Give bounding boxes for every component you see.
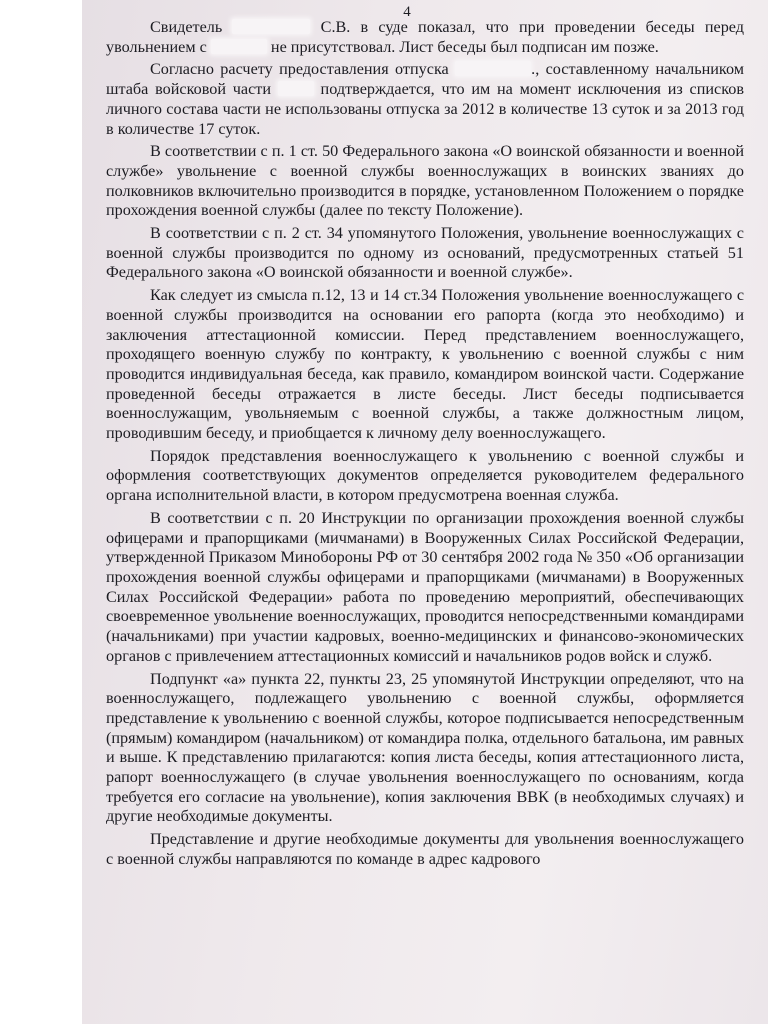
- paragraph-5: Как следует из смысла п.12, 13 и 14 ст.34 Положения увольнение военнослужащего с военной службы производится на основании его рапорта (когда это необходимо) и заключения аттестационной комиссии. Перед представлением военнослужащего, проходящего военную службу по контракту, к увольнению с военной службы с ним проводится индивидуальная беседа, как правило, командиром воинской части. Содержание проведенной беседы отражается в листе беседы. Лист беседы подписывается военнослужащим, увольняемым с военной службы, а также должностным лицом, проводившим беседу, и приобщается к личному делу военнослужащего.: [106, 286, 744, 443]
- paragraph-2: Согласно расчету предоставления отпуска ., составленному начальником штаба войсковой части подтверждается, что им на момент исключения из списков личного состава части не использованы отпуска за 2012 в количестве 13 суток и за 2013 год в количестве 17 суток.: [106, 60, 744, 138]
- document-page: [82, 0, 768, 1024]
- paragraph-4: В соответствии с п. 2 ст. 34 упомянутого Положения, увольнение военнослужащих с военной службы производится по одному из оснований, предусмотренных статьей 51 Федерального закона «О воинской обязанности и военной службе».: [106, 224, 744, 282]
- document-body: [106, 18, 744, 873]
- redaction: [232, 19, 310, 34]
- paragraph-9: Представление и другие необходимые документы для увольнения военнослужащего с военной службы направляются по команде в адрес кадрового: [106, 830, 744, 868]
- paragraph-1: Свидетель С.В. в суде показал, что при проведении беседы перед увольнением с не присутствовал. Лист беседы был подписан им позже.: [106, 18, 744, 56]
- redaction: [278, 81, 314, 96]
- redaction: [455, 61, 531, 76]
- paragraph-7: В соответствии с п. 20 Инструкции по организации прохождения военной службы офицерами и прапорщиками (мичманами) в Вооруженных Силах Российской Федерации, утвержденной Приказом Минобороны РФ от 30 сентября 2002 года № 350 «Об организации прохождения военной службы офицерами и прапорщиками (мичманами) в Вооруженных Силах Российской Федерации» работа по проведению мероприятий, обеспечивающих своевременное увольнение военнослужащих, проводится непосредственными командирами (начальниками) при участии кадровых, военно-медицинских и финансово-экономических органов с привлечением аттестационных комиссий и начальников родов войск и служб.: [106, 508, 744, 665]
- paragraph-3: В соответствии с п. 1 ст. 50 Федерального закона «О воинской обязанности и военной службе» увольнение с военной службы военнослужащих в воинских званиях до полковников включительно производится в порядке, установленном Положением о порядке прохождения военной службы (далее по тексту Положение).: [106, 142, 744, 220]
- page-number: 4: [403, 4, 411, 20]
- paragraph-6: Порядок представления военнослужащего к увольнению с военной службы и оформления соответствующих документов определяется руководителем федерального органа исполнительной власти, в котором предусмотрена военная служба.: [106, 446, 744, 505]
- redaction: [211, 39, 267, 54]
- paragraph-8: Подпункт «а» пункта 22, пункты 23, 25 упомянутой Инструкции определяют, что на военнослужащего, подлежащего увольнению с военной службы, оформляется представление к увольнению с военной службы, которое подписывается непосредственным (прямым) командиром (начальником) от командира полка, отдельного батальона, им равных и выше. К представлению прилагаются: копия листа беседы, копия аттестационного листа, рапорт военнослужащего (в случае увольнения военнослужащего по основаниям, когда требуется его согласие на увольнение), копия заключения ВВК (в необходимых случаях) и другие необходимые документы.: [106, 669, 744, 826]
